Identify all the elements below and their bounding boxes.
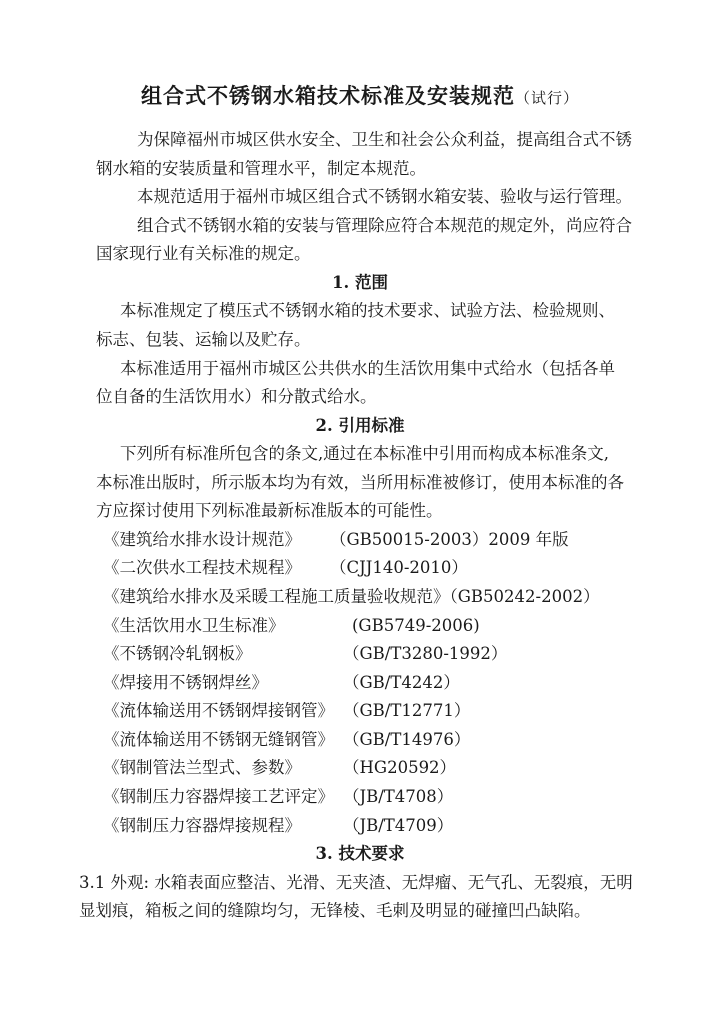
section2-heading: 2. 引用标准 bbox=[315, 416, 405, 435]
ref-name: 《流体输送用不锈钢焊接钢管》 bbox=[103, 701, 334, 720]
ref-code: （HG20592） bbox=[343, 758, 457, 777]
section1-p1-line2: 标志、包装、运输以及贮存。 bbox=[96, 330, 311, 349]
ref-name: 《不锈钢冷轧钢板》 bbox=[103, 644, 252, 663]
intro-p1-line1: 为保障福州市城区供水安全、卫生和社会公众利益，提高组合式不锈 bbox=[137, 130, 632, 149]
section2-p1-line2: 本标准出版时，所示版本均为有效，当所用标准被修订，使用本标准的各 bbox=[96, 473, 624, 492]
ref-code: （GB/T4242） bbox=[343, 673, 460, 692]
ref-code: （GB/T14976） bbox=[343, 730, 471, 749]
ref-name: 《钢制管法兰型式、参数》 bbox=[103, 758, 301, 777]
section1-p2-line1: 本标准适用于福州市城区公共供水的生活饮用集中式给水（包括各单 bbox=[120, 359, 615, 378]
section1-p2-line2: 位自备的生活饮用水）和分散式给水。 bbox=[96, 387, 377, 406]
ref-name: 《钢制压力容器焊接工艺评定》 bbox=[103, 787, 334, 806]
section2-p1-line3: 方应探讨使用下列标准最新标准版本的可能性。 bbox=[96, 501, 443, 520]
title-text: 组合式不锈钢水箱技术标准及安装规范 bbox=[140, 83, 515, 108]
intro-p3-line1: 组合式不锈钢水箱的安装与管理除应符合本规范的规定外，尚应符合 bbox=[137, 216, 632, 235]
ref-code: （GB/T12771） bbox=[343, 701, 471, 720]
ref-code: （JB/T4709） bbox=[343, 816, 454, 835]
ref-code: （JB/T4708） bbox=[343, 787, 454, 806]
section3-heading: 3. 技术要求 bbox=[315, 844, 405, 863]
intro-p2-line1: 本规范适用于福州市城区组合式不锈钢水箱安装、验收与运行管理。 bbox=[137, 187, 632, 206]
ref-code: （GB50015-2003）2009 年版 bbox=[330, 530, 569, 549]
ref-name: 《建筑给水排水及采暖工程施工质量验收规范》（GB50242-2002） bbox=[103, 587, 600, 606]
section2-p1-line1: 下列所有标准所包含的条文,通过在本标准中引用而构成本标准条文, bbox=[120, 444, 609, 463]
document-title bbox=[0, 80, 720, 110]
intro-p3-line2: 国家现行业有关标准的规定。 bbox=[96, 244, 311, 263]
section1-heading: 1. 范围 bbox=[332, 273, 388, 292]
intro-p1-line2: 钢水箱的安装质量和管理水平，制定本规范。 bbox=[96, 159, 426, 178]
section3-p1-line1: 3.1 外观: 水箱表面应整洁、光滑、无夹渣、无焊瘤、无气孔、无裂痕，无明 bbox=[79, 873, 633, 892]
ref-name: 《流体输送用不锈钢无缝钢管》 bbox=[103, 730, 334, 749]
ref-name: 《生活饮用水卫生标准》 bbox=[103, 616, 285, 635]
section3-p1-line2: 显划痕，箱板之间的缝隙均匀，无锋棱、毛刺及明显的碰撞凹凸缺陷。 bbox=[79, 901, 591, 920]
ref-name: 《焊接用不锈钢焊丝》 bbox=[103, 673, 268, 692]
ref-code: （CJJ140-2010） bbox=[330, 558, 468, 577]
ref-name: 《二次供水工程技术规程》 bbox=[103, 558, 301, 577]
title-note: （试行） bbox=[514, 89, 579, 107]
ref-name: 《建筑给水排水设计规范》 bbox=[103, 530, 301, 549]
section1-p1-line1: 本标准规定了模压式不锈钢水箱的技术要求、试验方法、检验规则、 bbox=[120, 301, 615, 320]
ref-name: 《钢制压力容器焊接规程》 bbox=[103, 816, 301, 835]
ref-code: （GB/T3280-1992） bbox=[343, 644, 508, 663]
ref-code: (GB5749-2006) bbox=[352, 616, 480, 635]
